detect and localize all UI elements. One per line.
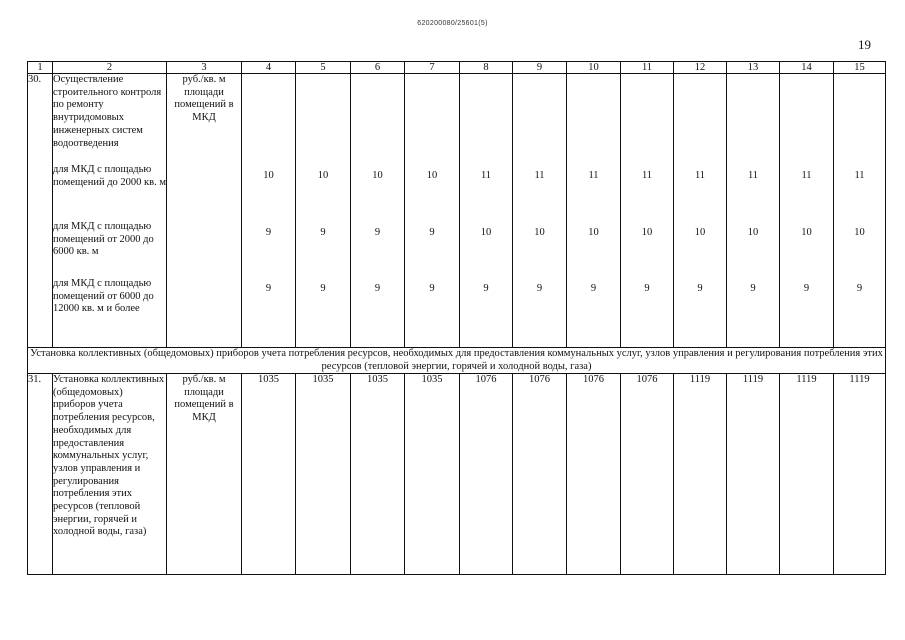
value-cell: 11 [588,170,599,181]
column-header: 11 [621,62,674,74]
table-row-31 [28,374,886,575]
value-column [834,74,886,348]
value-cell: 1035 [242,374,296,575]
value-column [242,74,296,348]
row-number: 31. [28,374,53,575]
subrow-label: для МКД с площадью помещений от 6000 до 12000 кв. м и более [53,278,154,315]
value-cell: 1076 [567,374,621,575]
unit-cell [167,74,242,348]
value-cell: 9 [265,283,272,295]
value-column [567,74,621,348]
value-cell: 1035 [405,374,460,575]
value-cell: 1076 [621,374,674,575]
column-header: 8 [460,62,513,74]
value-cell: 10 [641,226,653,238]
value-column [405,74,460,348]
value-cell: 10 [801,226,812,238]
value-cell: 11 [801,170,812,181]
column-header: 15 [834,62,886,74]
value-cell: 9 [429,283,435,295]
value-cell: 11 [854,170,865,181]
value-cell: 9 [856,283,863,295]
value-cell: 11 [747,170,759,181]
value-cell: 10 [534,226,545,238]
value-cell: 9 [750,283,756,295]
value-cell: 11 [694,170,706,181]
document-id: 620200080/25601(5) [417,20,488,27]
value-cell: 9 [483,283,489,295]
table-row-30 [28,74,886,348]
value-column [621,74,674,348]
tariff-table [27,61,886,575]
value-cell: 9 [536,283,543,295]
column-header: 5 [296,62,351,74]
page-number: 19 [858,37,871,52]
column-number-row [28,62,886,74]
column-header: 7 [405,62,460,74]
value-column [296,74,351,348]
value-cell: 9 [265,226,272,238]
value-cell: 1076 [513,374,567,575]
row-description [53,74,167,348]
value-cell: 9 [374,283,381,295]
value-cell: 10 [747,226,759,238]
row-description: Установка коллективных (общедомовых) приборов учета потребления ресурсов, необходимых для предоставления коммунальных услуг, узлов управления и регулирования потребления этих ресурсов (тепловой энергии, горячей и холодной воды, газа) [53,374,167,575]
value-cell: 9 [803,283,810,295]
value-cell: 1035 [296,374,351,575]
value-cell: 11 [534,170,545,181]
row-title: Осуществление строительного контроля по ремонту внутридомовых инженерных систем водоотведения [53,74,162,149]
value-cell: 1076 [460,374,513,575]
section-heading-row [28,348,886,374]
column-header: 14 [780,62,834,74]
column-header: 2 [53,62,167,74]
value-cell: 10 [854,226,865,238]
subrow-label: для МКД с площадью помещений до 2000 кв. м [53,164,166,188]
column-header: 6 [351,62,405,74]
value-cell: 9 [429,226,435,238]
value-cell: 10 [372,170,383,181]
row-number: 30. [28,74,53,348]
value-column [727,74,780,348]
value-column [460,74,513,348]
value-column [780,74,834,348]
value-cell: 1119 [780,374,834,575]
column-header: 12 [674,62,727,74]
column-header: 4 [242,62,296,74]
unit-text: руб./кв. м площади помещений в МКД [174,74,234,124]
value-column [513,74,567,348]
value-cell: 1035 [351,374,405,575]
unit-cell: руб./кв. м площади помещений в МКД [167,374,242,575]
value-cell: 1119 [834,374,886,575]
value-cell: 10 [426,170,438,181]
column-header: 1 [28,62,53,74]
value-cell: 10 [317,170,329,181]
value-column [351,74,405,348]
value-cell: 9 [320,226,326,238]
value-cell: 10 [694,226,706,238]
value-cell: 9 [644,283,650,295]
value-cell: 9 [697,283,703,295]
value-cell: 1119 [727,374,780,575]
value-cell: 11 [480,170,492,181]
value-cell: 10 [263,170,274,181]
value-cell: 10 [480,226,492,238]
value-cell: 9 [320,283,326,295]
value-cell: 1119 [674,374,727,575]
column-header: 13 [727,62,780,74]
column-header: 9 [513,62,567,74]
section-heading: Установка коллективных (общедомовых) приборов учета потребления ресурсов, необходимых для предоставления коммунальных услуг, узлов управления и регулирования потребления этих ресурсов (тепловой энергии, горячей и холодной воды, газа) [28,348,886,374]
subrow-label: для МКД с площадью помещений от 2000 до 6000 кв. м [53,221,154,258]
value-cell: 10 [588,226,599,238]
value-cell: 9 [590,283,597,295]
value-cell: 11 [641,170,653,181]
column-header: 3 [167,62,242,74]
value-column [674,74,727,348]
column-header: 10 [567,62,621,74]
value-cell: 9 [374,226,381,238]
